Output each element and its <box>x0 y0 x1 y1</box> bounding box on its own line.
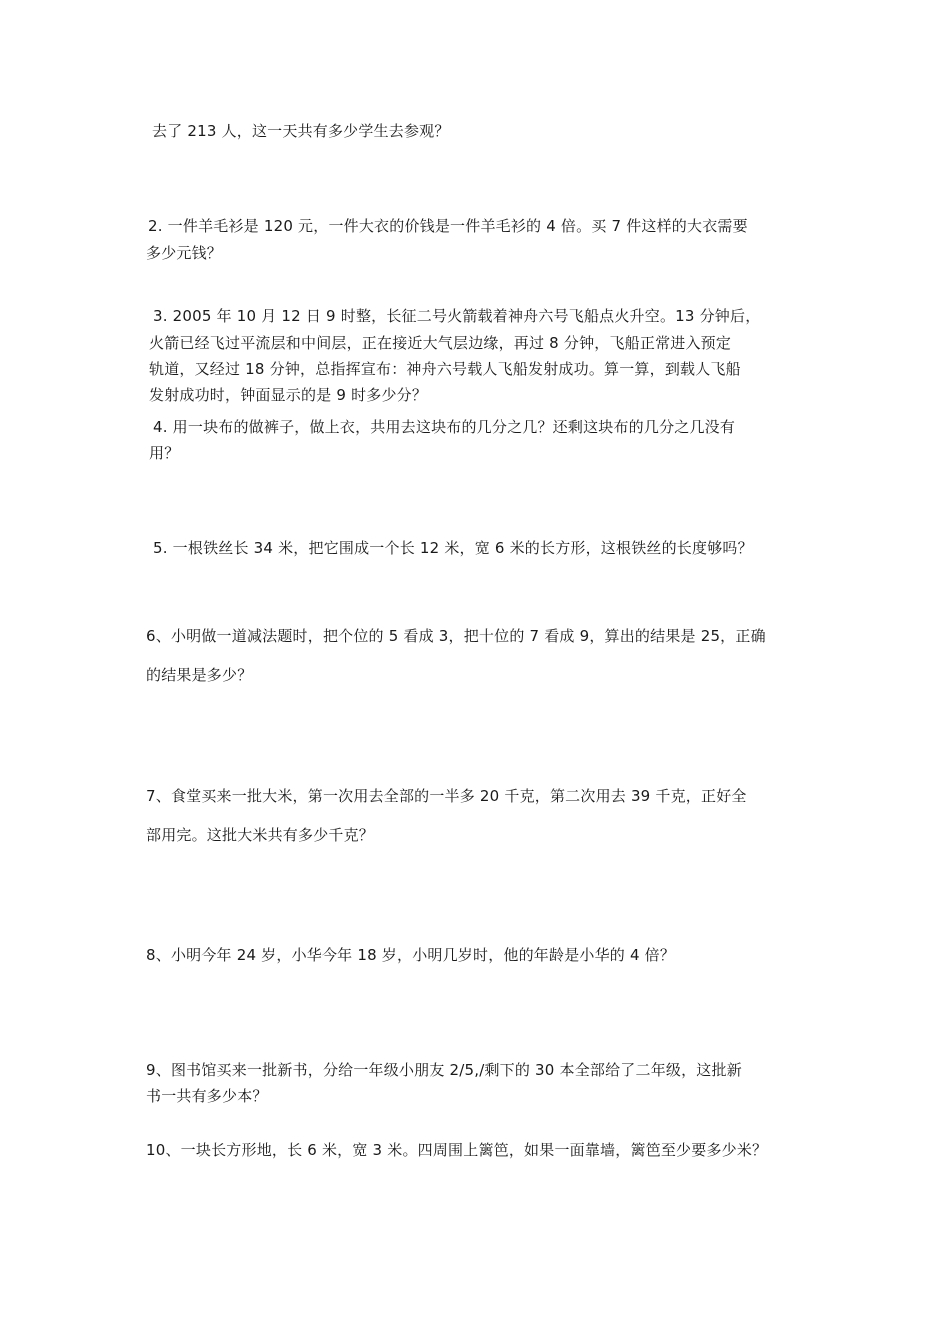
problem-6-line-1: 6、小明做一道减法题时，把个位的 5 看成 3，把十位的 7 看成 9，算出的结果是 25，正确 <box>146 627 766 645</box>
problem-9-line-2: 书一共有多少本？ <box>146 1087 268 1105</box>
problem-10-line-1: 10、一块长方形地，长 6 米，宽 3 米。四周围上篱笆，如果一面靠墙，篱笆至少要多少米？ <box>146 1141 768 1159</box>
problem-6-line-2: 的结果是多少？ <box>146 666 253 684</box>
problem-9-line-1: 9、图书馆买来一批新书，分给一年级小朋友 2/5,/剩下的 30 本全部给了二年级，这批新 <box>146 1061 742 1079</box>
problem-3-line-2: 火箭已经飞过平流层和中间层，正在接近大气层边缘，再过 8 分钟，飞船正常进入预定 <box>149 334 732 352</box>
problem-3-line-3: 轨道，又经过 18 分钟，总指挥宣布：神舟六号载人飞船发射成功。算一算，到载人飞船 <box>149 360 741 378</box>
problem-1-line-1: 去了 213 人，这一天共有多少学生去参观？ <box>152 122 450 140</box>
problem-8-line-1: 8、小明今年 24 岁，小华今年 18 岁，小明几岁时，他的年龄是小华的 4 倍？ <box>146 946 676 964</box>
problem-7-line-2: 部用完。这批大米共有多少千克？ <box>146 826 375 844</box>
problem-3-line-1: 3. 2005 年 10 月 12 日 9 时整，长征二号火箭载着神舟六号飞船点火升空。13 分钟后， <box>153 307 761 325</box>
problem-2-line-1: 2. 一件羊毛衫是 120 元，一件大衣的价钱是一件羊毛衫的 4 倍。买 7 件这样的大衣需要 <box>148 217 748 235</box>
problem-3-line-4: 发射成功时，钟面显示的是 9 时多少分？ <box>149 386 428 404</box>
problem-7-line-1: 7、食堂买来一批大米，第一次用去全部的一半多 20 千克，第二次用去 39 千克，正好全 <box>146 787 747 805</box>
problem-5-line-1: 5. 一根铁丝长 34 米，把它围成一个长 12 米，宽 6 米的长方形，这根铁丝的长度够吗？ <box>153 539 753 557</box>
problem-4-line-1: 4. 用一块布的做裤子，做上衣，共用去这块布的几分之几？还剩这块布的几分之几没有 <box>153 418 736 436</box>
problem-2-line-2: 多少元钱？ <box>146 244 223 262</box>
problem-4-line-2: 用？ <box>149 444 180 462</box>
